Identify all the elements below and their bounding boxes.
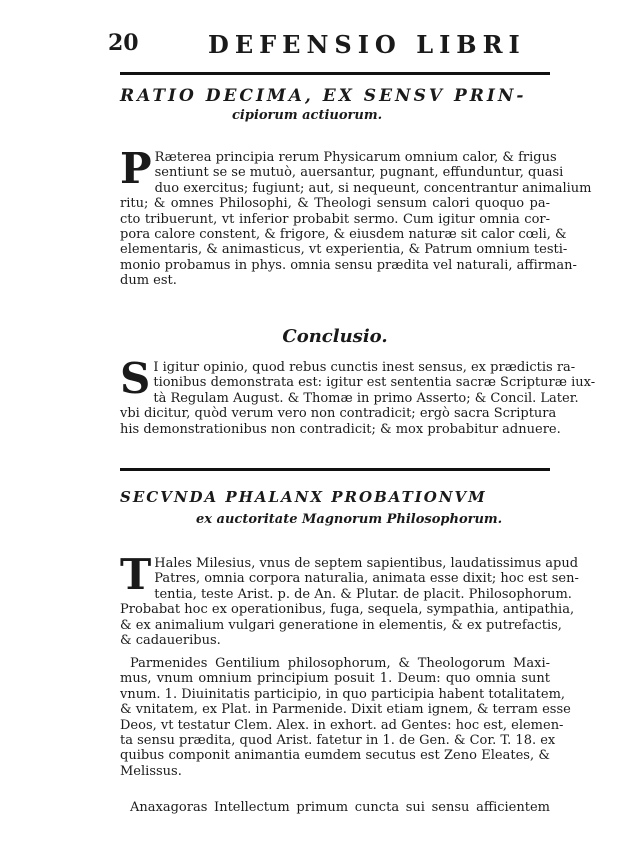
section-heading-secunda-phalanx: SECVNDA PHALANX PROBATIONVM — [120, 488, 487, 506]
paragraph-parmenides — [120, 656, 571, 779]
text-line: Ræterea principia rerum Physicarum omnium calor, & frigus — [154, 150, 557, 165]
paragraph-praeterea — [120, 144, 592, 289]
text-line: elementaris, & animasticus, vt experientia, & Patrum omnium testi- — [120, 242, 568, 258]
text-line: & ex animalium vulgari generatione in elementis, & ex putrefactis, — [120, 617, 562, 633]
text-line: I igitur opinio, quod rebus cunctis inest sensus, ex prædictis ra- — [153, 360, 576, 375]
text-line: & vnitatem, ex Plat. in Parmenide. Dixit etiam ignem, & terram esse — [120, 702, 571, 718]
text-line: mus, vnum omnium principium posuit 1. Deum: quo omnia sunt — [120, 671, 550, 687]
text-line: his demonstrationibus non contradicit; & mox probabitur adnuere. — [120, 421, 561, 437]
section-subheading: cipiorum actiuorum. — [232, 108, 383, 123]
paragraph-thales — [120, 550, 579, 649]
page-header — [108, 30, 548, 60]
text-line: cto tribuerunt, vt inferior probabit sermo. Cum igitur omnia cor- — [120, 211, 550, 227]
drop-capital: S — [120, 354, 151, 403]
text-line: dum est. — [120, 273, 177, 289]
section-subheading: ex auctoritate Magnorum Philosophorum. — [196, 512, 503, 527]
text-line: ritu; & omnes Philosophi, & Theologi sensum calori quoquo pa- — [120, 196, 550, 212]
paragraph-anaxagoras — [120, 800, 550, 815]
text-line: Hales Milesius, vnus de septem sapientibus, laudatissimus apud — [154, 556, 579, 571]
running-title: DEFENSIO LIBRI — [208, 30, 526, 59]
text-line: vbi dicitur, quòd verum vero non contradicit; ergò sacra Scriptura — [120, 406, 557, 422]
text-line: monio probamus in phys. omnia sensu prædita vel naturali, affirman- — [120, 257, 577, 273]
section-rule — [120, 468, 550, 471]
section-heading-ratio-decima: RATIO DECIMA, EX SENSV PRIN- — [120, 86, 527, 106]
text-line: Patres, omnia corpora naturalia, animata esse dixit; hoc est sen- — [154, 571, 579, 587]
text-line: sentiunt se se mutuò, auersantur, pugnant, effunduntur, quasi — [154, 165, 564, 181]
text-line: Anaxagoras Intellectum primum cuncta sui sensu afficientem — [130, 800, 550, 815]
text-line: Probabat hoc ex operationibus, fuga, sequela, sympathia, antipathia, — [120, 602, 575, 618]
text-line: tionibus demonstrata est: igitur est sententia sacræ Scripturæ iux- — [153, 375, 596, 391]
conclusio-title: Conclusio. — [282, 326, 388, 347]
drop-capital: P — [120, 144, 152, 193]
page-number: 20 — [108, 30, 139, 56]
text-line: Deos, vt testatur Clem. Alex. in exhort. ad Gentes: hoc est, elemen- — [120, 717, 564, 733]
text-line: tà Regulam August. & Thomæ in primo Asserto; & Concil. Later. — [153, 390, 579, 406]
text-line: pora calore constent, & frigore, & eiusdem naturæ sit calor cœli, & — [120, 227, 567, 243]
text-line: duo exercitus; fugiunt; aut, si nequeunt, concentrantur animalium — [154, 180, 592, 196]
paragraph-conclusio — [120, 354, 596, 437]
text-line: Melissus. — [120, 763, 182, 779]
header-rule — [120, 72, 550, 75]
text-line: Parmenides Gentilium philosophorum, & Theologorum Maxi- — [130, 656, 550, 671]
text-line: ta sensu prædita, quod Arist. fatetur in 1. de Gen. & Cor. T. 18. ex — [120, 733, 556, 749]
text-line: vnum. 1. Diuinitatis participio, in quo participia habent totalitatem, — [120, 686, 566, 702]
text-line: quibus componit animantia eumdem secutus est Zeno Eleates, & — [120, 748, 550, 764]
text-line: & cadaueribus. — [120, 633, 221, 649]
drop-capital: T — [120, 550, 152, 599]
text-line: tentia, teste Arist. p. de An. & Plutar. de placit. Philosophorum. — [154, 586, 572, 602]
